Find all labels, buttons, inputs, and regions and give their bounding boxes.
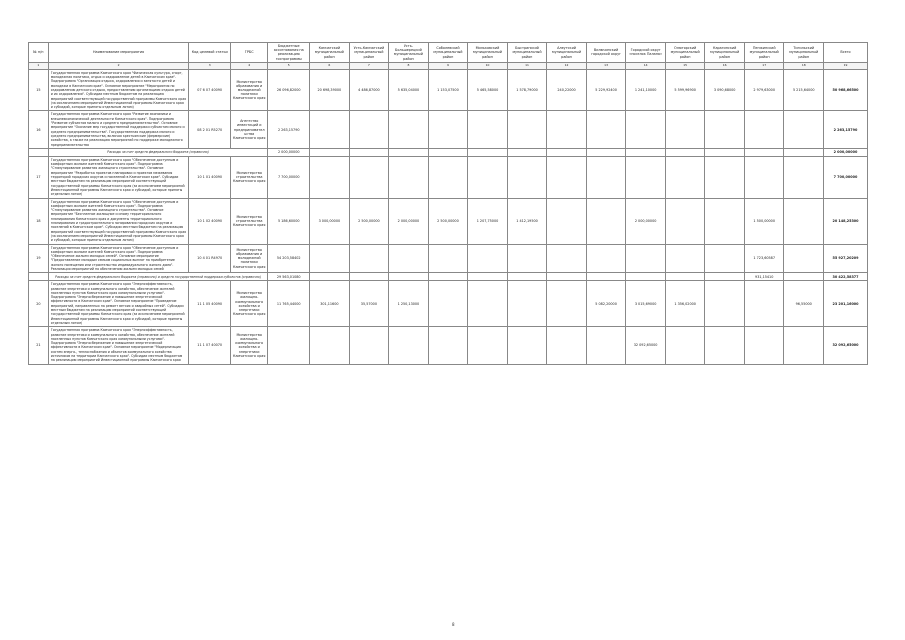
value-cell [468, 327, 508, 364]
value-cell: 1 356,02000 [665, 281, 705, 327]
value-cell: 1 207,75000 [468, 198, 508, 244]
value-cell: 7 700,00000 [268, 156, 310, 198]
value-cell: 301,11600 [310, 281, 350, 327]
column-header: Наименование мероприятия [48, 43, 189, 63]
row-number: 16 [29, 111, 49, 148]
value-cell [665, 273, 705, 281]
value-cell [468, 244, 508, 273]
column-header: Всего [824, 43, 868, 63]
value-cell [665, 156, 705, 198]
grbs-cell: Министерство строительства Камчатского края [231, 198, 268, 244]
value-cell: 5 082,20000 [586, 281, 626, 327]
value-cell [389, 244, 429, 273]
value-cell [586, 273, 626, 281]
value-cell [389, 156, 429, 198]
value-cell [705, 156, 745, 198]
column-number: 3 [189, 62, 231, 69]
measure-description: Государственная программа Камчатского края "Развитие экономики и внешнеэкономической деятельности Камчатского края". Подпрограмма "Развитие субъектов малого и среднего предпринимательства". Основное мероприятие "Оказание мер государственной поддержки субъектам малого и среднего предпринимательства". Государственная поддержка малого и среднего предпринимательства, включая крестьянские (фермерские) хозяйства, а также на реализацию мероприятий по поддержке молодежного предпринимательства [48, 111, 189, 148]
budget-code: 10 1 01 40090 [189, 156, 231, 198]
column-header: Олюторский муниципальный район [665, 43, 705, 63]
value-cell [547, 111, 587, 148]
value-cell [626, 111, 666, 148]
value-cell [310, 148, 350, 156]
value-cell [626, 156, 666, 198]
table-header [29, 43, 868, 70]
column-number: 4 [231, 62, 268, 69]
value-cell: 26 096,82000 [268, 69, 310, 111]
column-number: 17 [744, 62, 784, 69]
value-cell: 4 486,87000 [349, 69, 389, 111]
value-cell [626, 148, 666, 156]
table-row [29, 111, 868, 148]
column-header: Мильковский муниципальный район [468, 43, 508, 63]
value-cell: 2 979,63000 [744, 69, 784, 111]
column-number-row [29, 62, 868, 69]
value-cell [547, 273, 587, 281]
total-cell: 30 422,58377 [824, 273, 868, 281]
table-body [29, 69, 868, 364]
value-cell: 240,22000 [547, 69, 587, 111]
column-header: Усть-Камчатский муниципальный район [349, 43, 389, 63]
value-cell: 20 698,39000 [310, 69, 350, 111]
column-number: 1 [29, 62, 49, 69]
row-number: 17 [29, 156, 49, 198]
total-cell: 23 201,16000 [824, 281, 868, 327]
value-cell [784, 148, 824, 156]
column-number: 2 [48, 62, 189, 69]
value-cell [468, 273, 508, 281]
value-cell [310, 273, 350, 281]
value-cell [784, 156, 824, 198]
grbs-cell: Министерство жилищно-коммунального хозяйства и энергетики Камчатского края [231, 327, 268, 364]
value-cell [547, 198, 587, 244]
column-header: Городской округ «поселок Палана» [626, 43, 666, 63]
value-cell [784, 244, 824, 273]
table-row [29, 281, 868, 327]
value-cell [310, 244, 350, 273]
budget-code: 11 1 05 40090 [189, 281, 231, 327]
value-cell: 2 263,15790 [268, 111, 310, 148]
column-number: 12 [547, 62, 587, 69]
total-cell: 2 000,00000 [824, 148, 868, 156]
measure-description: Государственная программа Камчатского края "Энергоэффективность, развитие энергетики и коммунального хозяйства, обеспечение жителей населенных пунктов Камчатского края коммунальными услугами". Подпрограмма "Энергосбережение и повышение энергетической эффективности в Камчатском крае". Основное мероприятие "Проведение мероприятий, направленных на ремонт ветхих и аварийных сетей". Субсидии местным бюджетам на реализацию мероприятий соответствующей государственной программы Камчатского края (за исключением мероприятий Инвестиционной программы Камчатского края и субсидий, которые приняты отдельным лотом) [48, 281, 189, 327]
value-cell [586, 156, 626, 198]
column-number: 18 [784, 62, 824, 69]
value-cell [468, 156, 508, 198]
value-cell [626, 244, 666, 273]
value-cell: 1 412,19500 [507, 198, 547, 244]
page-number: 8 [452, 622, 455, 627]
header-row [29, 43, 868, 63]
reference-label: Расходы за счет средств федерального бюджета (справочно) [48, 148, 268, 156]
value-cell: 2 500,00000 [349, 198, 389, 244]
value-cell [586, 327, 626, 364]
value-cell [705, 327, 745, 364]
measure-description: Государственная программа Камчатского края "Обеспечение доступным и комфортным жильем жителей Камчатского края". Подпрограмма "Обеспечение жильем молодых семей". Основное мероприятие "Предоставление молодым семьям социальных выплат на приобретение жилого помещения или строительство индивидуального жилого дома". Реализация мероприятий по обеспечению жильем молодых семей [48, 244, 189, 273]
value-cell: 5 229,92400 [586, 69, 626, 111]
value-cell [744, 281, 784, 327]
value-cell [428, 148, 468, 156]
value-cell [349, 111, 389, 148]
value-cell: 2 500,00000 [428, 198, 468, 244]
value-cell [665, 327, 705, 364]
column-header: Соболевский муниципальный район [428, 43, 468, 63]
value-cell [349, 156, 389, 198]
column-header: Бюджетные ассигнования на реализацию госпрограммы [268, 43, 310, 63]
budget-code: 10 4 01 R4970 [189, 244, 231, 273]
column-number: 7 [349, 62, 389, 69]
column-header: ГРБС [231, 43, 268, 63]
value-cell [428, 273, 468, 281]
value-cell [468, 111, 508, 148]
column-header: № п/п [29, 43, 49, 63]
value-cell [665, 111, 705, 148]
column-number: 11 [507, 62, 547, 69]
column-header: Вилючинский городской округ [586, 43, 626, 63]
value-cell [507, 111, 547, 148]
value-cell [428, 244, 468, 273]
row-number: 15 [29, 69, 49, 111]
document-page [28, 42, 868, 365]
value-cell [705, 198, 745, 244]
value-cell: 3 015,69000 [626, 281, 666, 327]
value-cell: 54 203,58402 [268, 244, 310, 273]
column-number: 19 [824, 62, 868, 69]
value-cell [665, 148, 705, 156]
value-cell [349, 327, 389, 364]
value-cell: 5 465,58000 [468, 69, 508, 111]
value-cell: 96,55000 [784, 281, 824, 327]
budget-code: 11 1 07 40070 [189, 327, 231, 364]
value-cell [507, 327, 547, 364]
column-number: 5 [268, 62, 310, 69]
value-cell: 29 563,01080 [268, 273, 310, 281]
value-cell [547, 156, 587, 198]
column-header: Пенжинский муниципальный район [744, 43, 784, 63]
table-row [29, 69, 868, 111]
value-cell [428, 281, 468, 327]
cell-empty [29, 148, 49, 156]
total-cell: 50 968,66500 [824, 69, 868, 111]
value-cell [389, 327, 429, 364]
grbs-cell: Министерство жилищно-коммунального хозяйства и энергетики Камчатского края [231, 281, 268, 327]
value-cell: 5 599,96900 [665, 69, 705, 111]
value-cell: 1 153,07500 [428, 69, 468, 111]
value-cell [310, 156, 350, 198]
value-cell [665, 198, 705, 244]
value-cell [507, 148, 547, 156]
total-cell: 32 092,65000 [824, 327, 868, 364]
value-cell: 2 000,00000 [268, 148, 310, 156]
value-cell [547, 327, 587, 364]
table-row [29, 156, 868, 198]
cell-empty [29, 273, 49, 281]
value-cell: 1 723,60587 [744, 244, 784, 273]
row-number: 20 [29, 281, 49, 327]
value-cell [784, 198, 824, 244]
column-number: 13 [586, 62, 626, 69]
table-row [29, 327, 868, 364]
value-cell: 5 186,60000 [268, 198, 310, 244]
value-cell: 32 092,65000 [626, 327, 666, 364]
subsidy-table [28, 42, 868, 365]
value-cell [468, 281, 508, 327]
value-cell: 1 578,79000 [507, 69, 547, 111]
value-cell [705, 244, 745, 273]
value-cell [744, 156, 784, 198]
value-cell [349, 273, 389, 281]
value-cell: 1 250,13000 [389, 281, 429, 327]
value-cell: 1 500,00000 [744, 198, 784, 244]
budget-code: 10 1 02 40090 [189, 198, 231, 244]
value-cell [705, 273, 745, 281]
value-cell [586, 111, 626, 148]
column-header: Карагинский муниципальный район [705, 43, 745, 63]
value-cell [665, 244, 705, 273]
value-cell [468, 148, 508, 156]
grbs-cell: Агентство инвестиций и предпринимательства Камчатского края [231, 111, 268, 148]
table-row [29, 198, 868, 244]
value-cell [349, 244, 389, 273]
value-cell: 3 090,68000 [705, 69, 745, 111]
value-cell [310, 111, 350, 148]
column-header: Камчатский муниципальный район [310, 43, 350, 63]
value-cell [744, 111, 784, 148]
column-header: Код целевой статьи [189, 43, 231, 63]
total-cell: 55 927,20209 [824, 244, 868, 273]
value-cell: 2 000,00000 [389, 198, 429, 244]
value-cell [507, 156, 547, 198]
value-cell [586, 198, 626, 244]
row-number: 21 [29, 327, 49, 364]
value-cell [744, 148, 784, 156]
value-cell: 1 241,10000 [626, 69, 666, 111]
value-cell: 5 215,64000 [784, 69, 824, 111]
reference-row [29, 148, 868, 156]
value-cell [586, 244, 626, 273]
value-cell [389, 148, 429, 156]
column-number: 10 [468, 62, 508, 69]
value-cell [310, 327, 350, 364]
column-number: 15 [665, 62, 705, 69]
value-cell [784, 111, 824, 148]
total-cell: 7 700,00000 [824, 156, 868, 198]
value-cell: 2 000,00000 [626, 198, 666, 244]
value-cell [507, 281, 547, 327]
value-cell: 931,15410 [744, 273, 784, 281]
value-cell [547, 148, 587, 156]
value-cell: 35,57000 [349, 281, 389, 327]
value-cell [507, 244, 547, 273]
measure-description: Государственная программа Камчатского края "Обеспечение доступным и комфортным жильем жителей Камчатского края". Подпрограмма "Стимулирование развития жилищного строительства". Основное мероприятие "Бесплатное жилищное и иному территориального планирования Камчатского края и документы территориального планирования и градостроительного зонирования городских округов и поселений в Камчатском крае". Субсидии местным бюджетам на реализацию мероприятий соответствующей государственной программы Камчатского края (за исключением мероприятий Инвестиционной программы Камчатского края и субсидий, которые приняты отдельным лотом) [48, 198, 189, 244]
column-header: Тигильский муниципальный район [784, 43, 824, 63]
row-number: 19 [29, 244, 49, 273]
column-number: 16 [705, 62, 745, 69]
value-cell [705, 281, 745, 327]
grbs-cell: Министерство образования и молодежной политики Камчатского края [231, 69, 268, 111]
row-number: 18 [29, 198, 49, 244]
value-cell [626, 273, 666, 281]
value-cell: 11 765,44000 [268, 281, 310, 327]
value-cell [389, 273, 429, 281]
budget-code: 07 6 07 40090 [189, 69, 231, 111]
value-cell [705, 111, 745, 148]
value-cell [705, 148, 745, 156]
total-cell: 2 263,15790 [824, 111, 868, 148]
column-number: 14 [626, 62, 666, 69]
value-cell [547, 281, 587, 327]
reference-label: Расходы за счет средств федерального бюджета (справочно) и средств государственной поддержки субъектов (справочно) [48, 273, 268, 281]
value-cell [349, 148, 389, 156]
grbs-cell: Министерство образования и молодежной политики Камчатского края [231, 244, 268, 273]
column-header: Алеутский муниципальный район [547, 43, 587, 63]
value-cell [428, 156, 468, 198]
value-cell [784, 327, 824, 364]
column-number: 9 [428, 62, 468, 69]
value-cell [507, 273, 547, 281]
reference-row [29, 273, 868, 281]
value-cell [268, 327, 310, 364]
value-cell: 3 000,00000 [310, 198, 350, 244]
value-cell [744, 327, 784, 364]
measure-description: Государственная программа Камчатского края "Энергоэффективность, развитие энергетики и коммунального хозяйства, обеспечение жителей населенных пунктов Камчатского края коммунальными услугами". Подпрограмма "Энергосбережение и повышение энергетической эффективности в Камчатском крае". Основное мероприятие "Модернизация систем энерго-, теплоснабжения и объектов коммунального хозяйства источников на территории Камчатского края". Субсидии местным бюджетам на реализацию мероприятий Инвестиционной программы Камчатского края [48, 327, 189, 364]
value-cell [586, 148, 626, 156]
column-number: 6 [310, 62, 350, 69]
value-cell [428, 327, 468, 364]
budget-code: 08 2 01 R5270 [189, 111, 231, 148]
column-header: Быстринский муниципальный район [507, 43, 547, 63]
value-cell [389, 111, 429, 148]
value-cell [784, 273, 824, 281]
value-cell [428, 111, 468, 148]
column-number: 8 [389, 62, 429, 69]
measure-description: Государственная программа Камчатского края "Физическая культура, спорт, молодежная политика, отдых и оздоровление детей в Камчатском крае". Подпрограмма "Организация отдыха, оздоровления и занятости детей и молодежи в Камчатском крае". Основное мероприятие "Мероприятия по оздоровлению детского отдыха, предоставлению организациям отдыха детей и их оздоровления". Субсидии местным бюджетам на реализацию мероприятий соответствующей государственной программы Камчатского края (за исключением мероприятий Инвестиционной программы Камчатского края и субсидий, которые приняты отдельным лотом) [48, 69, 189, 111]
value-cell [547, 244, 587, 273]
measure-description: Государственная программа Камчатского края "Обеспечение доступным и комфортным жильем жителей Камчатского края". Подпрограмма "Стимулирование развития жилищного строительства". Основное мероприятие "Разработка проектов планировки и проектов межевания территорий городских округов и поселений в Камчатском крае". Субсидии местным бюджетам на реализацию мероприятий соответствующей государственной программы Камчатского края (за исключением мероприятий Инвестиционной программы Камчатского края и субсидий, которые приняты отдельным лотом) [48, 156, 189, 198]
table-row [29, 244, 868, 273]
total-cell: 20 148,25300 [824, 198, 868, 244]
grbs-cell: Министерство строительства Камчатского края [231, 156, 268, 198]
value-cell: 5 635,04000 [389, 69, 429, 111]
column-header: Усть-Большерецкий муниципальный район [389, 43, 429, 63]
